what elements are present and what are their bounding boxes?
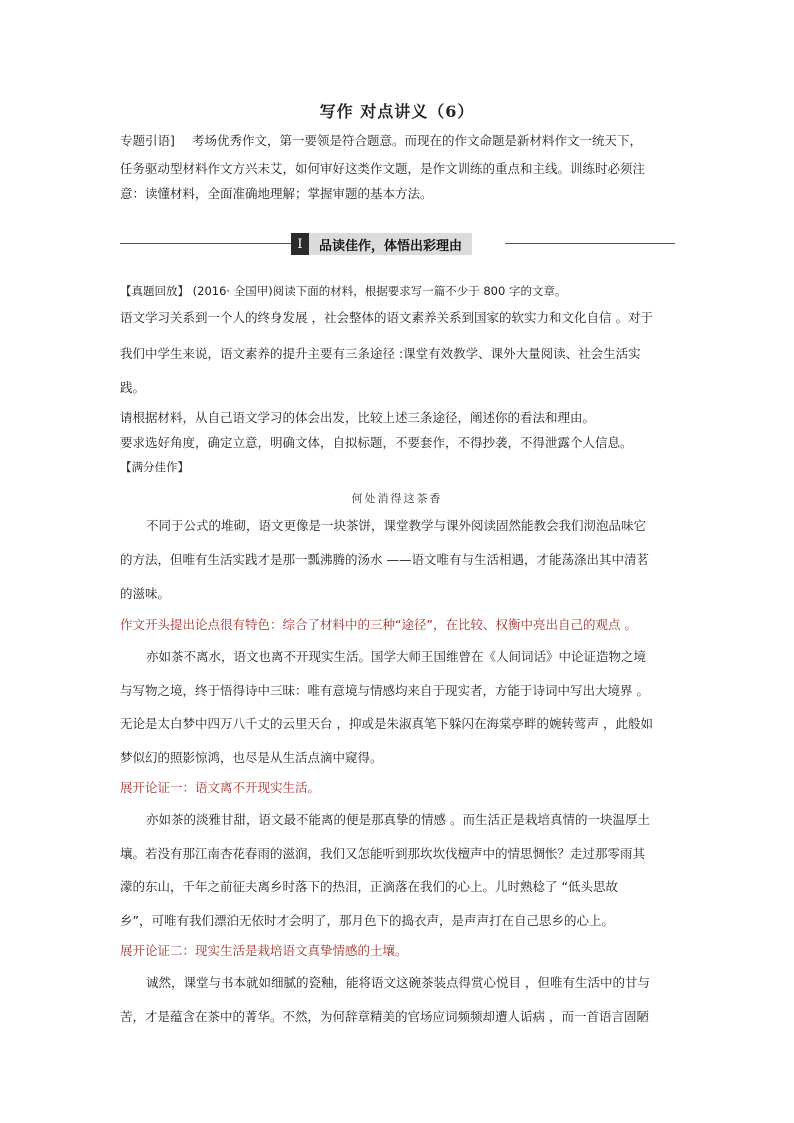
exam-line: 【真题回放】 (2016· 全国甲)阅读下面的材料，根据要求写一篇不少于 800 字的文章。: [120, 284, 567, 298]
divider-left: [120, 243, 291, 244]
essay-line: 诚然，课堂与书本就如细腻的瓷釉，能将语文这碗茶装点得赏心悦目 ，但唯有生活中的甘与: [146, 975, 650, 990]
section-label: 品读佳作，体悟出彩理由: [309, 233, 472, 255]
essay-line: 亦如茶不离水，语文也离不开现实生活。国学大师王国维曾在《人间词话》中论证造物之境: [146, 649, 647, 664]
intro-label: 专题引语]: [120, 133, 175, 148]
annotation-note: 展开论证一：语文离不开现实生活。: [120, 780, 321, 795]
exam-line: 要求选好角度，确定立意，明确文体，自拟标题，不要套作，不得抄袭，不得泄露个人信息。: [120, 435, 633, 450]
essay-line: 苦，才是蕴含在茶中的菁华。不然，为何辞章精美的官场应词频频却遭人诟病 ，而一首语言固陋: [120, 1009, 649, 1024]
exam-line: 语文学习关系到一个人的终身发展 ，社会整体的语文素养关系到国家的软实力和文化自信 。对于: [120, 310, 653, 325]
exam-line: 我们中学生来说，语文素养的提升主要有三条途径 :课堂有效教学、课外大量阅读、社会生活实: [120, 346, 641, 361]
divider-right: [505, 243, 675, 244]
full-score-label: 【满分佳作】: [120, 460, 189, 474]
essay-line: 的方法，但唯有生活实践才是那一瓢沸腾的汤水 ——语文唯有与生活相遇，才能荡涤出其中清茗: [120, 552, 649, 567]
essay-line: 亦如茶的淡雅甘甜，语文最不能离的便是那真挚的情感 。而生活正是栽培真情的一块温厚土: [146, 812, 650, 827]
essay-line: 无论是太白梦中四万八千丈的云里天台 ，抑或是朱淑真笔下躲闪在海棠亭畔的婉转莺声 ，此般如: [120, 716, 653, 731]
annotation-note: 作文开头提出论点很有特色：综合了材料中的三种“途径”，在比较、权衡中亮出自己的观点 。: [120, 617, 637, 632]
essay-line: 濛的东山，千年之前征夫离乡时落下的热泪，正滴落在我们的心上。儿时熟稔了 “低头思故: [120, 879, 618, 894]
essay-line: 梦似幻的照影惊鸿，也尽是从生活点滴中窥得。: [120, 750, 383, 765]
essay-line: 壤。若没有那江南杏花春雨的滋润，我们又怎能听到那坎坎伐檀声中的情思惆怅？走过那零雨其: [120, 846, 646, 861]
intro-line: 考场优秀作文，第一要领是符合题意。而现在的作文命题是新材料作文一统天下，: [192, 133, 643, 148]
essay-line: 与写物之境，终于悟得诗中三昧：唯有意境与情感均来自于现实者，方能于诗词中写出大境界 。: [120, 683, 649, 698]
section-number: Ⅰ: [291, 233, 309, 255]
exam-line: 践。: [120, 380, 146, 395]
section-banner: [291, 233, 472, 255]
exam-line: 请根据材料，从自己语文学习的体会出发，比较上述三条途径，阐述你的看法和理由。: [120, 410, 596, 425]
page-title: 写作 对点讲义（6）: [319, 102, 475, 121]
essay-line: 的滋味。: [120, 586, 171, 601]
essay-line: 乡”，可唯有我们漂泊无依时才会明了，那月色下的捣衣声，是声声打在自己思乡的心上。: [120, 913, 614, 928]
intro-line: 任务驱动型材料作文方兴未艾，如何审好这类作文题，是作文训练的重点和主线。训练时必须注: [120, 161, 646, 176]
intro-line: 意：读懂材料，全面准确地理解；掌握审题的基本方法。: [120, 186, 433, 201]
essay-line: 不同于公式的堆砌，语文更像是一块茶饼，课堂教学与课外阅读固然能教会我们沏泡品味它: [146, 518, 647, 533]
essay-title: 何处消得这茶香: [351, 492, 443, 505]
annotation-note: 展开论证二：现实生活是栽培语文真挚情感的土壤。: [120, 943, 408, 958]
